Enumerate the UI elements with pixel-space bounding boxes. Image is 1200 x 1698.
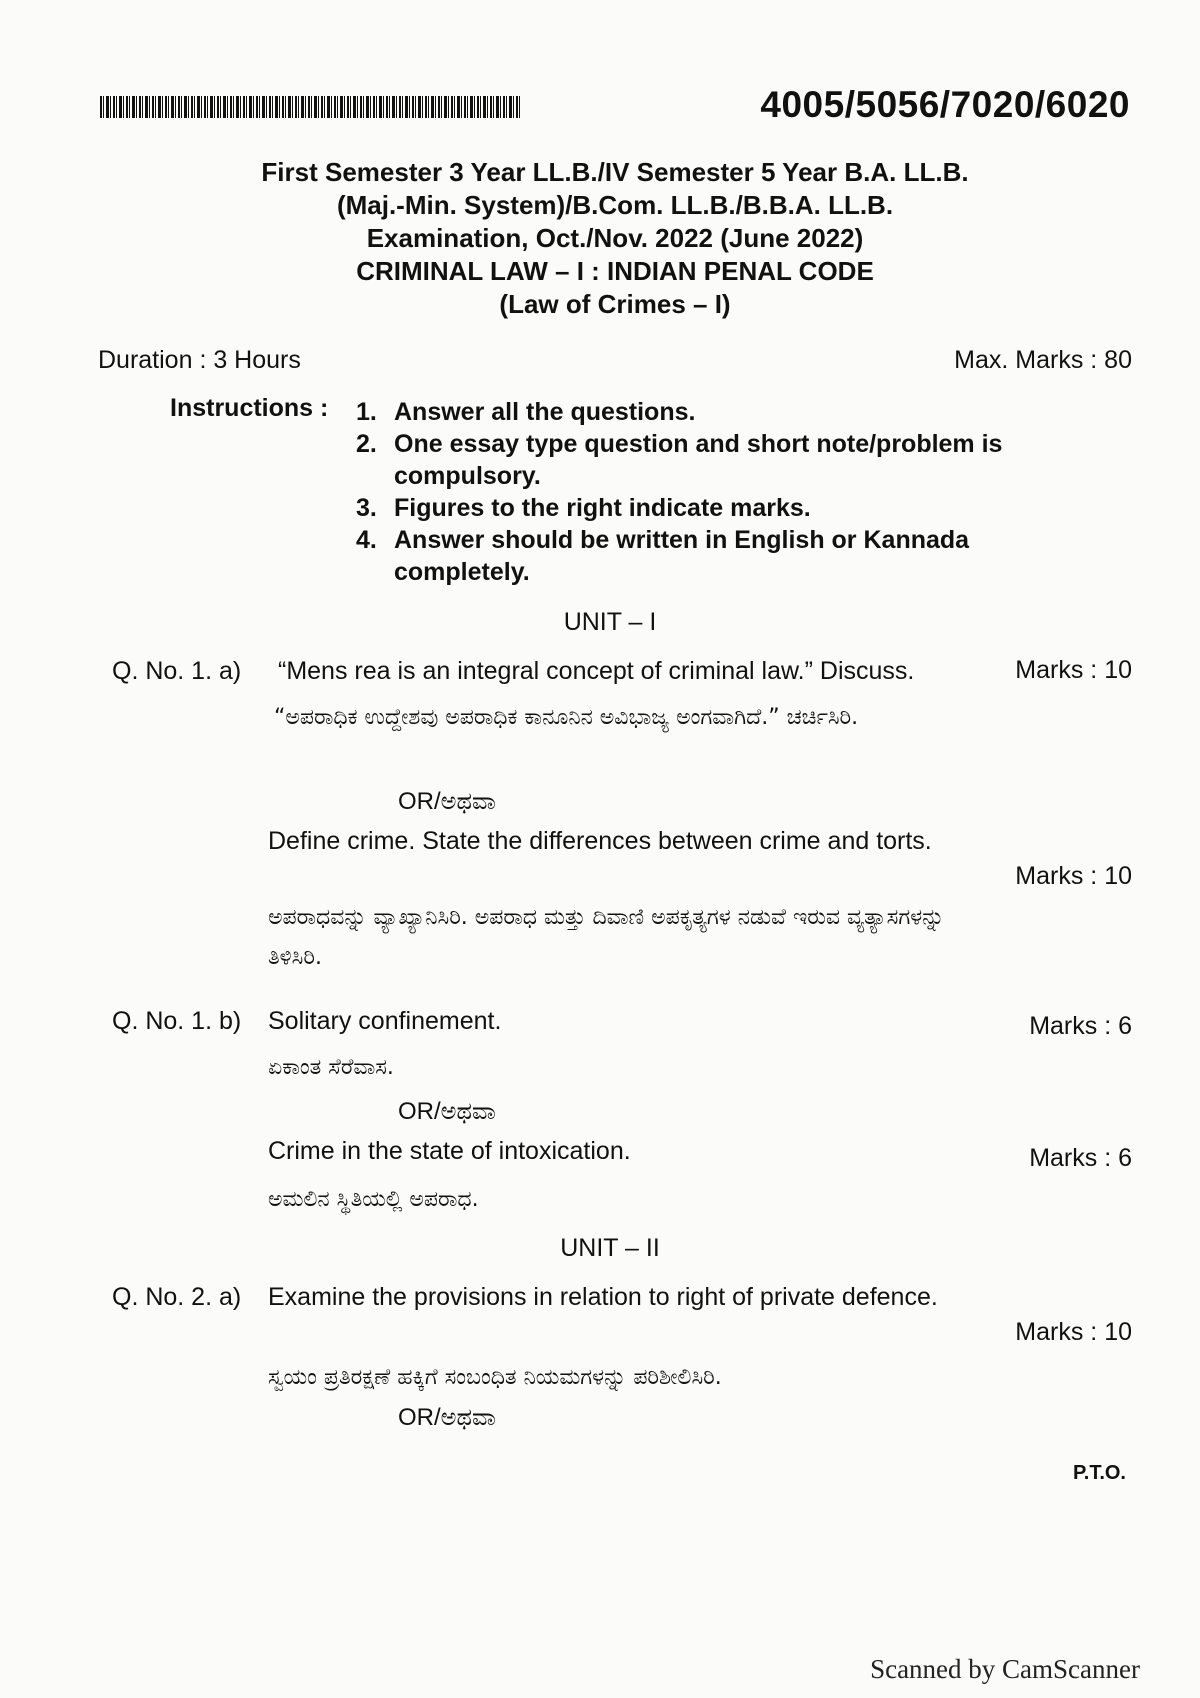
question-text: Examine the provisions in relation to right of private defence.	[268, 1283, 938, 1311]
instruction-item: 4. Answer should be written in English or Kannada completely.	[356, 526, 970, 586]
paper-code: 4005/5056/7020/6020	[760, 84, 1130, 125]
question-text: Define crime. State the differences between crime and torts.	[268, 827, 932, 855]
question-kannada: ಅಮಲಿನ ಸ್ಥಿತಿಯಲ್ಲಿ ಅಪರಾಧ.	[268, 1187, 479, 1212]
marks: Marks : 10	[1015, 862, 1132, 890]
header-line-5: (Law of Crimes – I)	[499, 289, 731, 319]
instructions-label: Instructions :	[170, 394, 329, 422]
unit-heading: UNIT – I	[563, 608, 657, 636]
instruction-item: 1. Answer all the questions.	[356, 398, 696, 426]
marks: Marks : 6	[1029, 1144, 1132, 1172]
marks: Marks : 10	[1015, 1318, 1132, 1346]
header-line-3: Examination, Oct./Nov. 2022 (June 2022)	[366, 223, 864, 253]
question-text: Crime in the state of intoxication.	[268, 1137, 631, 1165]
instructions-list	[356, 396, 1076, 588]
question-label: Q. No. 2. a)	[112, 1283, 242, 1311]
question-kannada: ಸ್ವಯಂ ಪ್ರತಿರಕ್ಷಣೆ ಹಕ್ಕಿಗೆ ಸಂಬಂಧಿತ ನಿಯಮಗಳನ್ನು ಪರಿಶೀಲಿಸಿರಿ.	[268, 1365, 722, 1390]
question-label: Q. No. 1. a)	[112, 657, 242, 685]
question-kannada: ಅಪರಾಧವನ್ನು ವ್ಯಾಖ್ಯಾನಿಸಿರಿ. ಅಪರಾಧ ಮತ್ತು ದಿವಾಣಿ ಅಪಕೃತ್ಯಗಳ ನಡುವೆ ಇರುವ ವ್ಯತ್ಯಾಸಗಳನ್ನು ತಿಳಿಸಿರಿ.	[268, 905, 945, 970]
question-label: Q. No. 1. b)	[112, 1007, 242, 1035]
or-separator: OR/ಅಥವಾ	[398, 1098, 496, 1125]
pto-note: P.T.O.	[1073, 1462, 1126, 1484]
question-text: “Mens rea is an integral concept of criminal law.” Discuss.	[278, 657, 915, 685]
or-separator: OR/ಅಥವಾ	[398, 788, 496, 815]
duration: Duration : 3 Hours	[98, 346, 301, 374]
question-text: Solitary confinement.	[268, 1007, 502, 1035]
scanner-watermark: Scanned by CamScanner	[870, 1654, 1140, 1684]
header-line-4: CRIMINAL LAW – I : INDIAN PENAL CODE	[356, 256, 874, 286]
question-kannada: “ಅಪರಾಧಿಕ ಉದ್ದೇಶವು ಅಪರಾಧಿಕ ಕಾನೂನಿನ ಅವಿಭಾಜ್ಯ ಅಂಗವಾಗಿದೆ.” ಚರ್ಚಿಸಿರಿ.	[274, 705, 859, 730]
header-line-2: (Maj.-Min. System)/B.Com. LL.B./B.B.A. LL.B.	[336, 190, 894, 220]
instruction-item: 2. One essay type question and short note/problem is compulsory.	[356, 430, 1003, 490]
or-separator: OR/ಅಥವಾ	[398, 1404, 496, 1431]
barcode	[100, 96, 520, 118]
exam-header	[0, 156, 1200, 321]
unit-heading: UNIT – II	[560, 1234, 660, 1262]
marks: Marks : 6	[1029, 1012, 1132, 1040]
instruction-item: 3. Figures to the right indicate marks.	[356, 494, 811, 522]
header-line-1: First Semester 3 Year LL.B./IV Semester 5 Year B.A. LL.B.	[261, 157, 969, 187]
question-kannada: ಏಕಾಂತ ಸೆರೆವಾಸ.	[268, 1055, 394, 1080]
max-marks: Max. Marks : 80	[954, 346, 1132, 374]
marks: Marks : 10	[1015, 656, 1132, 684]
